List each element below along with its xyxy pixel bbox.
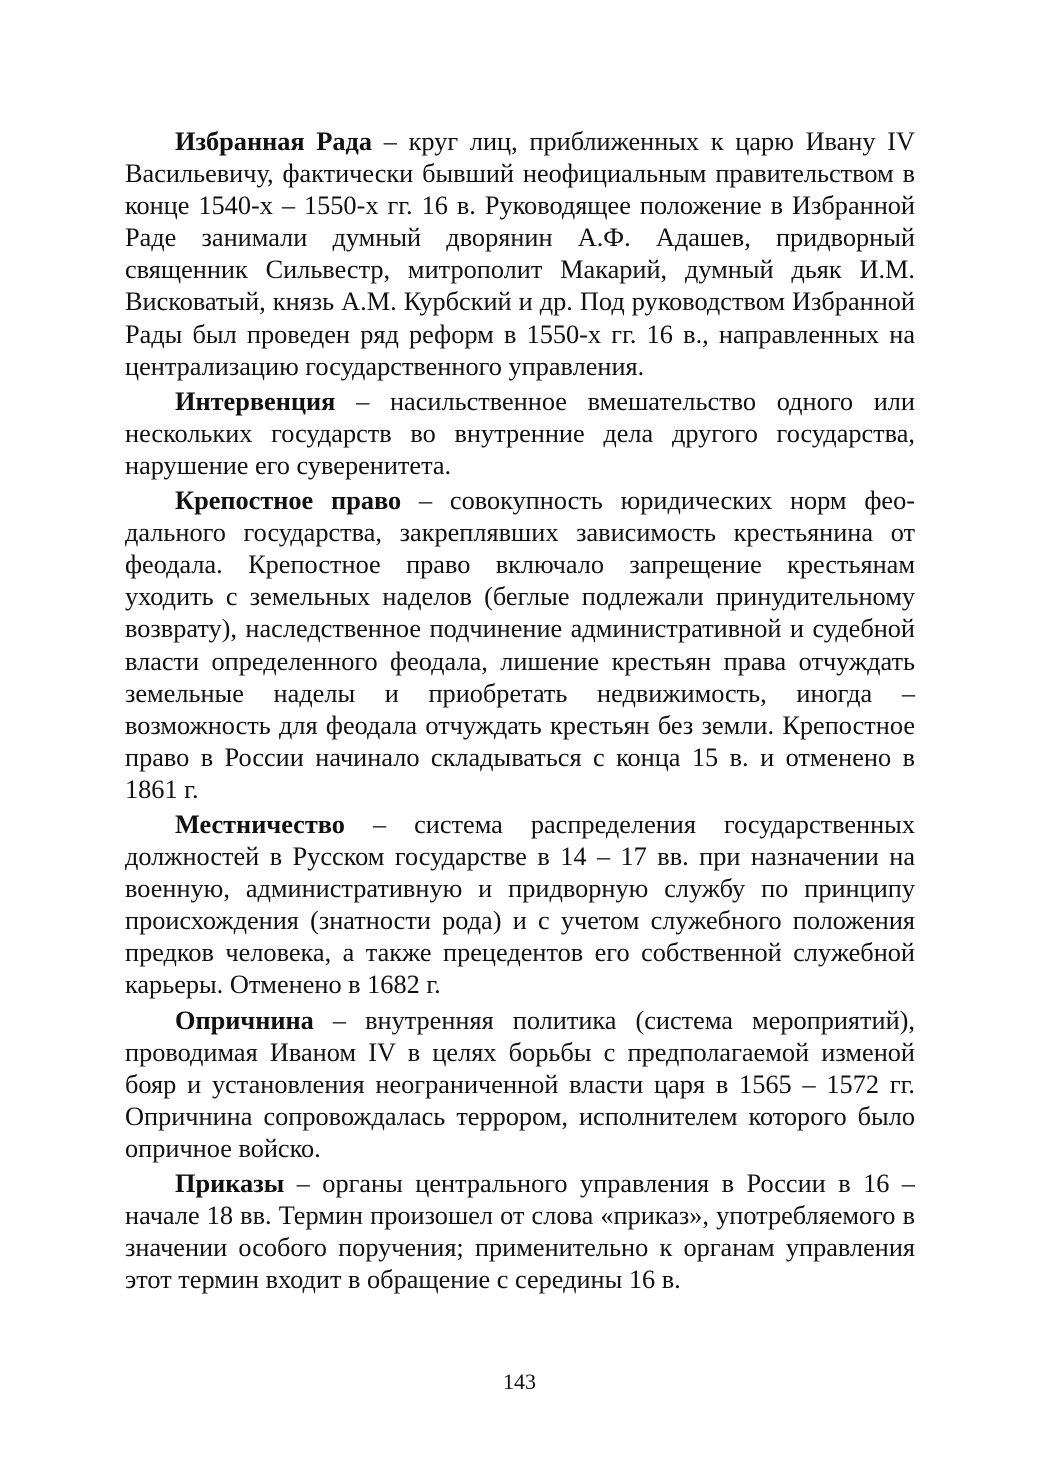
glossary-term: Приказы	[175, 1169, 285, 1198]
glossary-definition: – органы центрального управления в России в 16 – начале 18 вв. Термин произошел от слова «приказ», употребляемого в значении особого поручения; применительно к органам управления этот термин входит в обращение с середины 16 в.	[125, 1169, 915, 1295]
glossary-definition: – круг лиц, приближенных к царю Ивану IV Васильевичу, фактически бывший неофициальным правительством в конце 1540-х – 1550-х гг. 16 в. Руководящее положение в Избранной Раде занимали думный дворянин А.Ф. Адашев, придворный священник Сильвестр, митрополит Макарий, думный дьяк И.М. Висковатый, князь А.М. Курбский и др. Под руководством Избранной Рады был проведен ряд реформ в 1550-х гг. 16 в., направленных на централизацию государственного управления.	[125, 127, 915, 381]
glossary-term: Крепостное право	[175, 486, 402, 516]
glossary-entry-mestnichestvo	[125, 809, 915, 1002]
glossary-definition: – внутренняя политика (система мероприятий), проводимая Иваном IV в целях борьбы с предполагаемой изменой бояр и установления неограниченной власти царя в 1565 – 1572 гг. Опричнина сопровождалась террором, исполнителем которого было опричное войско.	[125, 1005, 915, 1163]
glossary-term: Опричнина	[175, 1005, 314, 1035]
glossary-entry-prikazy	[125, 1168, 915, 1296]
glossary-text	[125, 126, 915, 1299]
glossary-entry-serfdom	[125, 485, 915, 806]
glossary-term: Избранная Рада	[175, 127, 373, 156]
glossary-definition: – насильственное вмешательство одного или нескольких государств во внутренние дела другого государства, нарушение его суверенитета.	[125, 386, 915, 480]
glossary-entry-intervention	[125, 386, 915, 482]
glossary-definition: – совокупность юридических норм феодального государства, закреплявших зависимость крестьянина от феодала. Крепостное право включало запрещение крестьянам уходить с земельных наделов (беглые подлежали принудительному возврату), наследственное подчинение административной и судебной власти определенного феодала, лишение крестьян права отчуждать земельные наделы и приобретать недвижимость, иногда – возможность для феодала отчуждать крестьян без земли. Крепостное право в России начинало складываться с конца 15 в. и отменено в 1861 г.	[125, 486, 915, 804]
glossary-term: Местничество	[175, 809, 345, 839]
glossary-entry-izbrannaya-rada	[125, 126, 915, 383]
glossary-entry-oprichnina	[125, 1005, 915, 1165]
glossary-term: Интервенция	[175, 386, 336, 416]
page-number: 143	[503, 1369, 536, 1394]
glossary-definition: – система распределения государственных должностей в Русском государстве в 14 – 17 вв. при назначении на военную, административную и придворную службу по принципу происхождения (знатности рода) и с учетом служебного положения предков человека, а также прецедентов его собственной служебной карьеры. Отменено в 1682 г.	[125, 809, 915, 1000]
